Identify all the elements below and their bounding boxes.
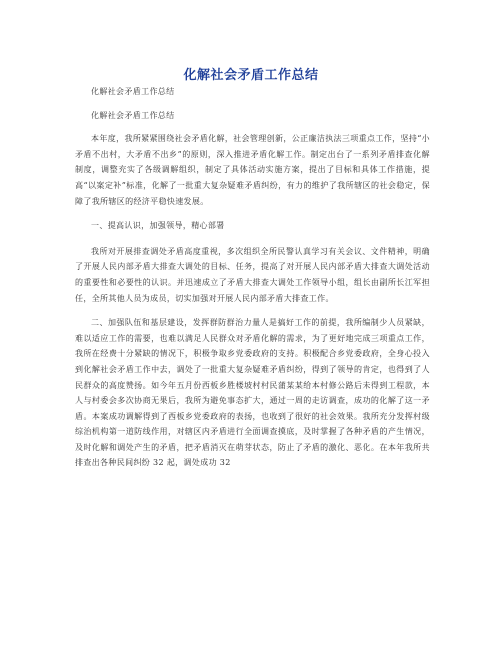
subtitle-line-2: 化解社会矛盾工作总结 xyxy=(91,110,175,120)
section-heading-1: 一、提高认识，加强领导，精心部署 xyxy=(91,221,225,231)
subtitle-line-1: 化解社会矛盾工作总结 xyxy=(91,87,175,96)
body-paragraph-intro: 本年度，我所紧紧围绕社会矛盾化解，社会管理创新，公正廉洁执法三项重点工作，坚持“小矛盾不出村，大矛盾不出乡”的原则，深入推进矛盾化解工作。制定出台了一系列矛盾排查化解制度，调整充实了各级调解组织，制定了具体活动实施方案，提出了目标和具体工作措施，提高“以案定补”标准，化解了一批重大复杂疑难矛盾纠纷，有力的维护了我所辖区的社会稳定，保障了我所辖区的经济平稳快速发展。 xyxy=(75,134,430,206)
body-paragraph-section-1: 我所对开展排查调处矛盾高度重视，多次组织全所民警认真学习有关会议、文件精神，明确了开展人民内部矛盾大排查大调处的目标、任务，提高了对开展人民内部矛盾大排查大调处活动的重要性和必要性的认识。并迅速成立了矛盾大排查大调处工作领导小组，组长由副所长江军担任，全所其他人员为成员，切实加强对开展人民内部矛盾大排查工作。 xyxy=(75,246,430,303)
document-title: 化解社会矛盾工作总结 xyxy=(183,68,319,83)
document-body xyxy=(75,84,430,480)
body-paragraph-section-2: 二、加强队伍和基层建设，发挥群防群治力量人是搞好工作的前提，我所编制少人员紧缺，难以适应工作的需要，也难以满足人民群众对矛盾化解的需求，为了更好地完成三项重点工作，我所在经费十分紧缺的情况下，积极争取乡党委政府的支持。积极配合乡党委政府，全身心投入到化解社会矛盾工作中去，调处了一批重大复杂疑难矛盾纠纷，得到了领导的肯定，也得到了人民群众的高度赞扬。如今年五月份西板乡胜楼坡村村民蒲某某给本村修公路后未得到工程款，本人与村委会多次协商无果后，我所为避免事态扩大，通过一周的走访调查，成功的化解了这一矛盾。本案成功调解得到了西板乡党委政府的表扬，也收到了很好的社会效果。我所充分发挥村级综治机构第一道防线作用，对辖区内矛盾进行全面调查摸底，及时掌握了各种矛盾的产生情况，及时化解和调处产生的矛盾，把矛盾消灭在萌芽状态，防止了矛盾的激化、恶化。在本年我所共排查出各种民间纠纷 32 起，调处成功 32 xyxy=(75,318,430,468)
